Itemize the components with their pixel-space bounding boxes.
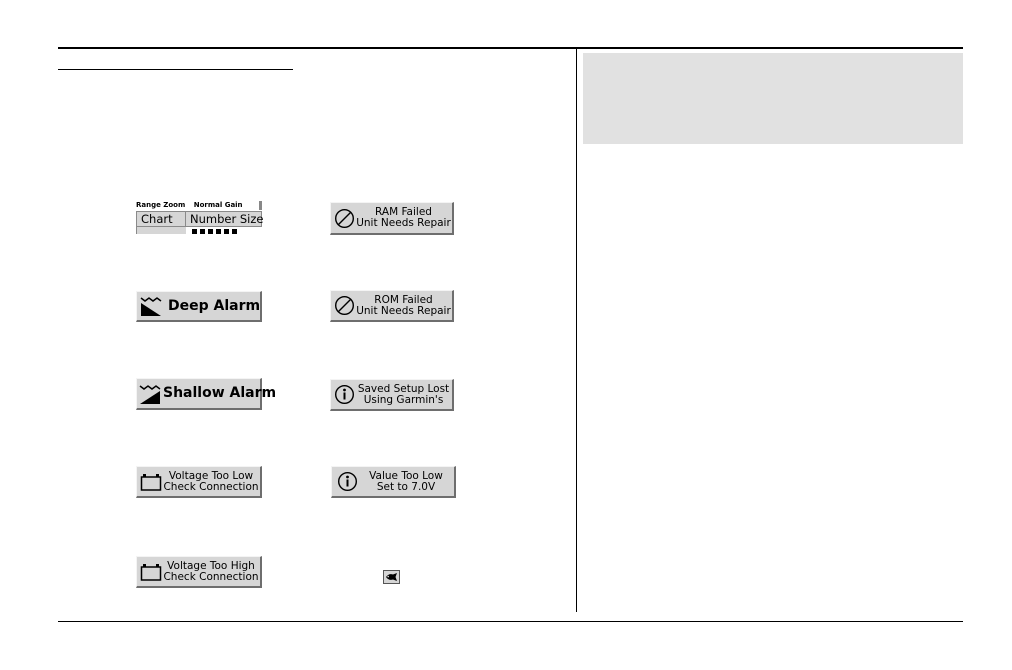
voltage-low-message: Voltage Too Low Check Connection bbox=[136, 466, 262, 498]
deep-alarm-icon bbox=[140, 295, 162, 317]
note-box bbox=[583, 53, 963, 144]
section-heading-rule bbox=[58, 69, 293, 70]
header-rule bbox=[58, 47, 963, 49]
menu-item-chart: Chart bbox=[136, 211, 186, 227]
shallow-alarm-message: Shallow Alarm bbox=[136, 378, 262, 410]
footer-rule bbox=[58, 621, 963, 622]
prohibited-icon bbox=[334, 208, 355, 229]
setup-lost-message: Saved Setup Lost Using Garmin's bbox=[330, 379, 454, 411]
menu-item-range-zoom: Range Zoom bbox=[136, 201, 186, 209]
menu-item-normal-gain: Normal Gain bbox=[193, 201, 243, 209]
deep-alarm-message: Deep Alarm bbox=[136, 291, 262, 322]
menu-top-row bbox=[136, 200, 262, 211]
value-low-message: Value Too Low Set to 7.0V bbox=[331, 466, 456, 498]
fish-icon bbox=[383, 570, 400, 584]
info-icon bbox=[334, 384, 355, 405]
ram-failed-message: RAM Failed Unit Needs Repair bbox=[330, 202, 454, 235]
battery-icon bbox=[140, 562, 162, 582]
menu-main-row bbox=[136, 211, 262, 227]
shallow-alarm-icon bbox=[139, 383, 161, 405]
menu-item-number-size: Number Size bbox=[186, 211, 262, 227]
battery-icon bbox=[140, 472, 162, 492]
info-icon bbox=[337, 471, 358, 492]
rom-failed-message: ROM Failed Unit Needs Repair bbox=[330, 290, 454, 322]
column-divider bbox=[576, 49, 577, 612]
menu-bar-screenshot bbox=[136, 200, 262, 234]
voltage-high-message: Voltage Too High Check Connection bbox=[136, 556, 262, 588]
prohibited-icon bbox=[334, 295, 355, 316]
